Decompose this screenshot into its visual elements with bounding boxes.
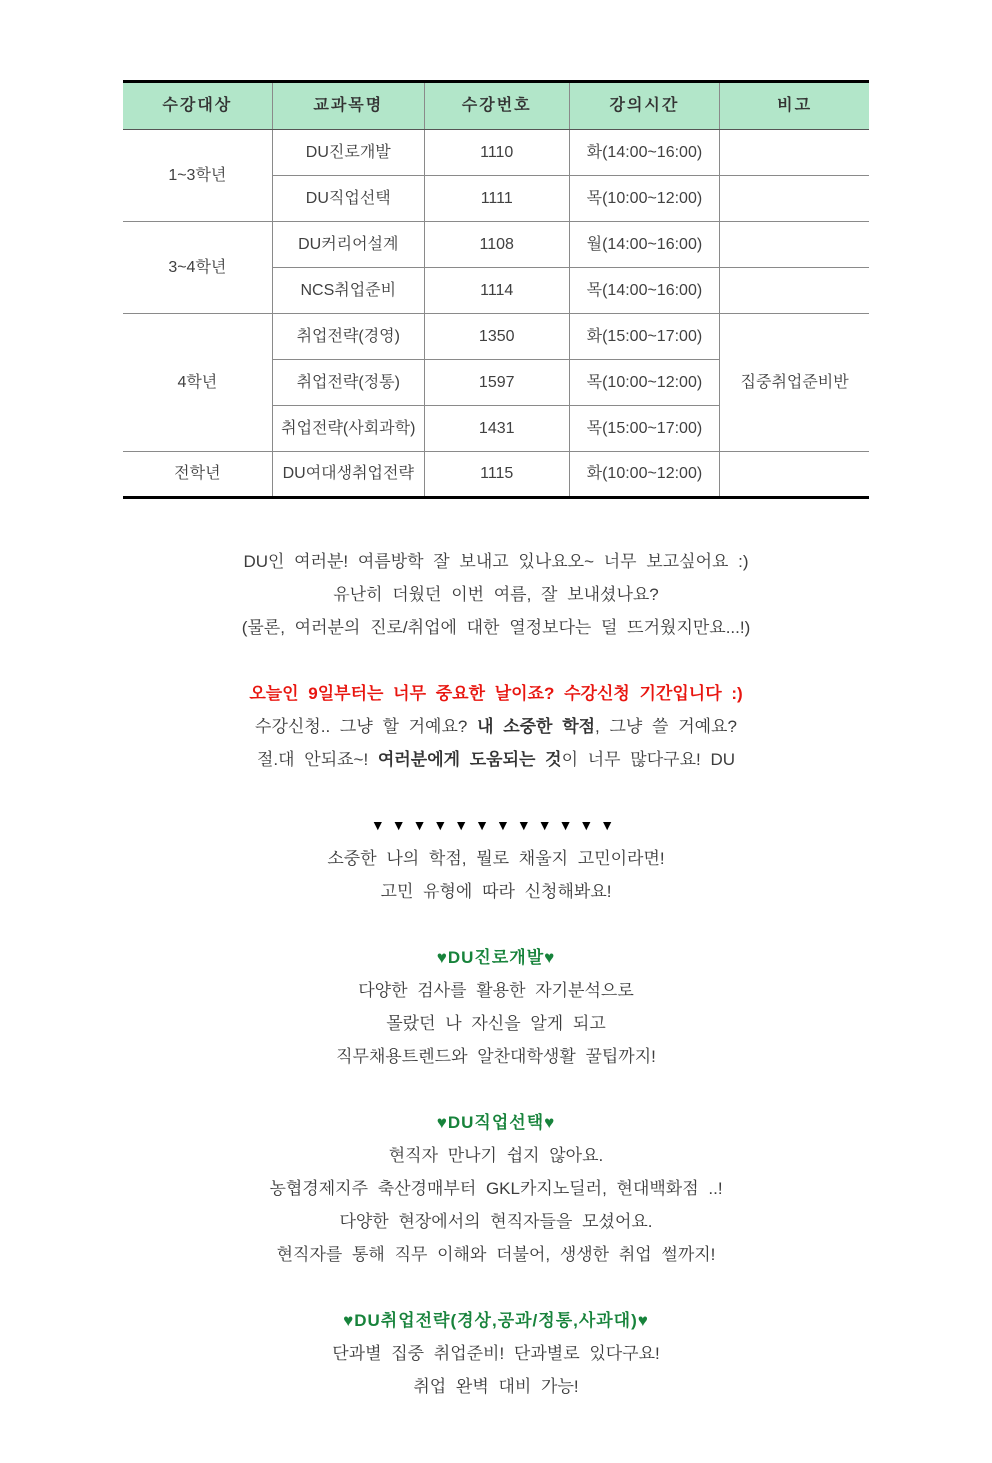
course-time-cell: 목(15:00~17:00) xyxy=(569,406,720,452)
course-time-cell: 화(10:00~12:00) xyxy=(569,452,720,498)
header-cell-note: 비고 xyxy=(720,82,869,130)
course-time-cell: 목(10:00~12:00) xyxy=(569,176,720,222)
note-cell: 집중취업준비반 xyxy=(720,314,869,452)
course-name-cell: 취업전략(정통) xyxy=(272,360,424,406)
section-heading: ♥DU직업선택♥ xyxy=(436,1113,556,1132)
course-name-cell: DU진로개발 xyxy=(272,130,424,176)
triangles-divider: ▼▼▼▼▼▼▼▼▼▼▼▼ xyxy=(370,817,622,833)
course-name-cell: DU직업선택 xyxy=(272,176,424,222)
notice-paragraph xyxy=(0,677,992,776)
note-cell xyxy=(720,222,869,268)
section-du-career-development xyxy=(0,941,992,1073)
notice-line xyxy=(0,710,992,743)
target-cell: 1~3학년 xyxy=(123,130,272,222)
intro-line: DU인 여러분! 여름방학 잘 보내고 있나요오~ 너무 보고싶어요 :) xyxy=(243,552,749,571)
course-time-cell: 화(15:00~17:00) xyxy=(569,314,720,360)
course-code-cell: 1114 xyxy=(424,268,569,314)
section-line: 단과별 집중 취업준비! 단과별로 있다구요! xyxy=(332,1344,660,1363)
note-cell xyxy=(720,452,869,498)
table-row xyxy=(123,130,869,176)
section-heading: ♥DU진로개발♥ xyxy=(436,948,556,967)
course-name-cell: DU여대생취업전략 xyxy=(272,452,424,498)
note-cell xyxy=(720,268,869,314)
section-line: 몰랐던 나 자신을 알게 되고 xyxy=(386,1014,606,1033)
course-name-cell: 취업전략(경영) xyxy=(272,314,424,360)
table-row xyxy=(123,222,869,268)
header-cell-time: 강의시간 xyxy=(569,82,720,130)
notice-line xyxy=(0,743,992,776)
course-time-cell: 목(10:00~12:00) xyxy=(569,360,720,406)
notice-line-post: , 그냥 쓸 거예요? xyxy=(595,717,737,736)
header-cell-course: 교과목명 xyxy=(272,82,424,130)
course-table xyxy=(123,80,869,499)
course-name-cell: 취업전략(사회과학) xyxy=(272,406,424,452)
document-body xyxy=(0,545,992,1403)
target-cell: 전학년 xyxy=(123,452,272,498)
course-code-cell: 1350 xyxy=(424,314,569,360)
intro-line: 유난히 더웠던 이번 여름, 잘 보내셨나요? xyxy=(333,585,659,604)
course-name-cell: NCS취업준비 xyxy=(272,268,424,314)
section-line: 농협경제지주 축산경매부터 GKL카지노딜러, 현대백화점 ..! xyxy=(269,1179,723,1198)
notice-line-emphasis: 내 소중한 학점 xyxy=(477,717,596,736)
course-code-cell: 1597 xyxy=(424,360,569,406)
course-code-cell: 1431 xyxy=(424,406,569,452)
course-time-cell: 월(14:00~16:00) xyxy=(569,222,720,268)
notice-line-emphasis: 여러분에게 도움되는 것 xyxy=(377,750,562,769)
note-cell xyxy=(720,176,869,222)
notice-line-post: 이 너무 많다구요! DU xyxy=(561,750,735,769)
header-cell-target: 수강대상 xyxy=(123,82,272,130)
table-header-row xyxy=(123,82,869,130)
notice-line-pre: 절.대 안되죠~! xyxy=(256,750,378,769)
intro-paragraph xyxy=(0,545,992,644)
section-line: 현직자 만나기 쉽지 않아요. xyxy=(388,1146,604,1165)
course-time-cell: 목(14:00~16:00) xyxy=(569,268,720,314)
target-cell: 3~4학년 xyxy=(123,222,272,314)
section-du-employment-strategy xyxy=(0,1304,992,1403)
notice-line-pre: 수강신청.. 그냥 할 거예요? xyxy=(255,717,478,736)
prompt-line: 고민 유형에 따라 신청해봐요! xyxy=(380,882,612,901)
course-code-cell: 1110 xyxy=(424,130,569,176)
course-code-cell: 1111 xyxy=(424,176,569,222)
section-line: 현직자를 통해 직무 이해와 더불어, 생생한 취업 썰까지! xyxy=(276,1245,716,1264)
course-code-cell: 1115 xyxy=(424,452,569,498)
section-du-job-selection xyxy=(0,1106,992,1271)
prompt-line: 소중한 나의 학점, 뭘로 채울지 고민이라면! xyxy=(327,849,665,868)
course-name-cell: DU커리어설계 xyxy=(272,222,424,268)
table-row xyxy=(123,314,869,360)
prompt-paragraph xyxy=(0,809,992,908)
intro-line: (물론, 여러분의 진로/취업에 대한 열정보다는 덜 뜨거웠지만요...!) xyxy=(241,618,751,637)
header-cell-code: 수강번호 xyxy=(424,82,569,130)
course-code-cell: 1108 xyxy=(424,222,569,268)
notice-headline: 오늘인 9일부터는 너무 중요한 날이죠? 수강신청 기간입니다 :) xyxy=(249,684,743,703)
section-line: 다양한 현장에서의 현직자들을 모셨어요. xyxy=(339,1212,653,1231)
course-time-cell: 화(14:00~16:00) xyxy=(569,130,720,176)
note-cell xyxy=(720,130,869,176)
table-row xyxy=(123,452,869,498)
section-heading: ♥DU취업전략(경상,공과/정통,사과대)♥ xyxy=(343,1311,649,1330)
section-line: 취업 완벽 대비 가능! xyxy=(413,1377,579,1396)
section-line: 다양한 검사를 활용한 자기분석으로 xyxy=(358,981,634,1000)
target-cell: 4학년 xyxy=(123,314,272,452)
section-line: 직무채용트렌드와 알찬대학생활 꿀팁까지! xyxy=(336,1047,656,1066)
